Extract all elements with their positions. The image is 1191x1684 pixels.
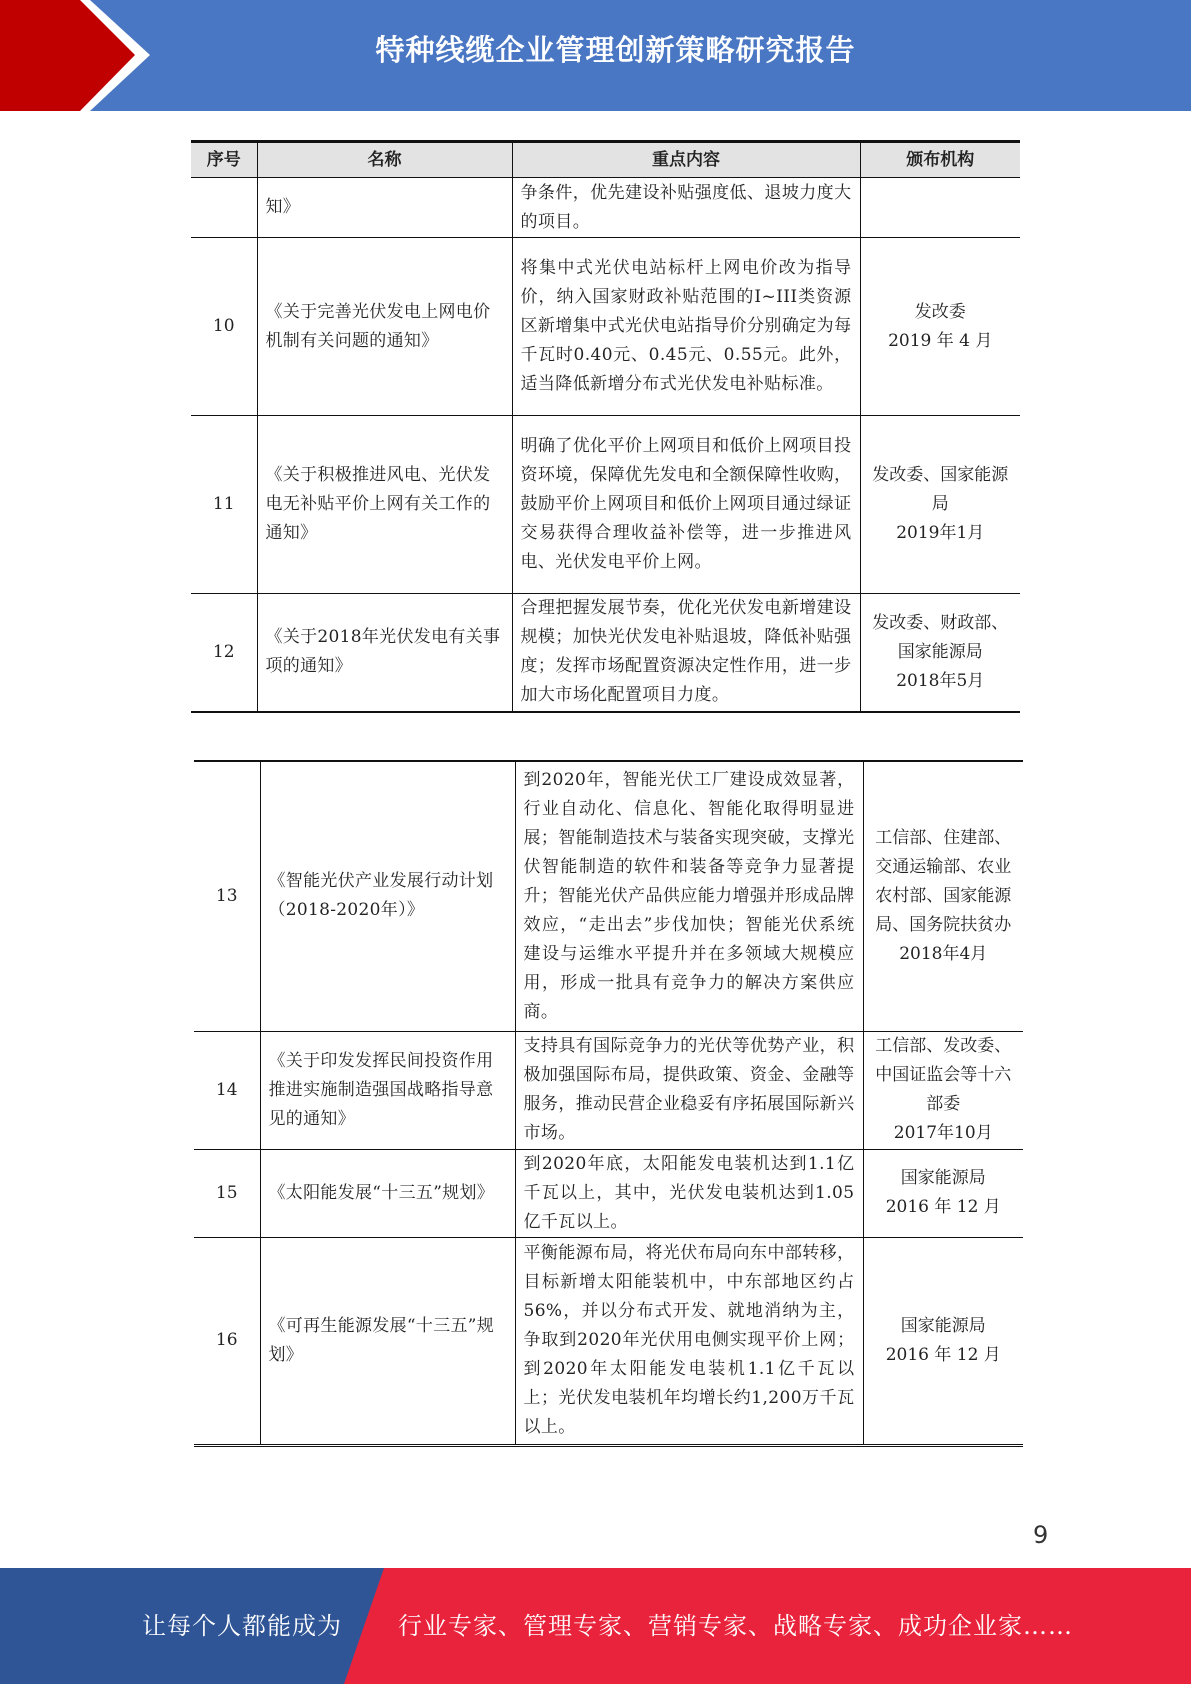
- row-number: 12: [191, 594, 257, 712]
- header-org: 颁布机构: [860, 142, 1020, 178]
- table-row: [191, 178, 1020, 238]
- page-footer: [0, 1568, 1191, 1684]
- issuing-organization: 国家能源局 2016 年 12 月: [863, 1149, 1023, 1237]
- issuing-organization: 工信部、住建部、交通运输部、农业农村部、国家能源局、国务院扶贫办 2018年4月: [863, 761, 1023, 1031]
- policy-name: 《关于印发发挥民间投资作用推进实施制造强国战略指导意见的通知》: [260, 1031, 515, 1149]
- policy-content: 到2020年，智能光伏工厂建设成效显著，行业自动化、信息化、智能化取得明显进展；智能制造技术与装备实现突破，支撑光伏智能制造的软件和装备等竞争力显著提升；智能光伏产品供应能力增强并形成品牌效应，“走出去”步伐加快；智能光伏系统建设与运维水平提升并在多领域大规模应用，形成一批具有竞争力的解决方案供应商。: [515, 761, 863, 1031]
- row-number: 10: [191, 238, 257, 416]
- policy-table-part-2: [194, 760, 1023, 1447]
- policy-name: 知》: [257, 178, 512, 238]
- table-row: [194, 1031, 1023, 1149]
- policy-content: 争条件，优先建设补贴强度低、退坡力度大的项目。: [512, 178, 860, 238]
- row-number: [191, 178, 257, 238]
- header-title: 特种线缆企业管理创新策略研究报告: [375, 33, 856, 67]
- table-row: [194, 761, 1023, 1031]
- table-header-row: [191, 142, 1020, 178]
- policy-content: 平衡能源布局，将光伏布局向东中部转移，目标新增太阳能装机中，中东部地区约占56%，并以分布式开发、就地消纳为主，争取到2020年光伏用电侧实现平价上网；到2020年太阳能发电装机1.1亿千瓦以上；光伏发电装机年均增长约1,200万千瓦以上。: [515, 1237, 863, 1445]
- table-row: [191, 238, 1020, 416]
- footer-slogan-right: 行业专家、管理专家、营销专家、战略专家、成功企业家……: [398, 1612, 1073, 1640]
- policy-content: 支持具有国际竞争力的光伏等优势产业，积极加强国际布局，提供政策、资金、金融等服务，推动民营企业稳妥有序拓展国际新兴市场。: [515, 1031, 863, 1149]
- table-row: [194, 1149, 1023, 1237]
- policy-content: 将集中式光伏电站标杆上网电价改为指导价，纳入国家财政补贴范围的I~III类资源区新增集中式光伏电站指导价分别确定为每千瓦时0.40元、0.45元、0.55元。此外，适当降低新增分布式光伏发电补贴标准。: [512, 238, 860, 416]
- policy-content: 明确了优化平价上网项目和低价上网项目投资环境，保障优先发电和全额保障性收购，鼓励平价上网项目和低价上网项目通过绿证交易获得合理收益补偿等，进一步推进风电、光伏发电平价上网。: [512, 416, 860, 594]
- page-number: 9: [1033, 1521, 1049, 1549]
- row-number: 16: [194, 1237, 260, 1445]
- policy-name: 《智能光伏产业发展行动计划（2018-2020年）》: [260, 761, 515, 1031]
- policy-table-part-1: [191, 140, 1020, 713]
- policy-name: 《关于完善光伏发电上网电价机制有关问题的通知》: [257, 238, 512, 416]
- row-number: 15: [194, 1149, 260, 1237]
- table-row: [194, 1237, 1023, 1445]
- table-row: [191, 416, 1020, 594]
- issuing-organization: 发改委、国家能源局 2019年1月: [860, 416, 1020, 594]
- header-content: 重点内容: [512, 142, 860, 178]
- issuing-organization: 国家能源局 2016 年 12 月: [863, 1237, 1023, 1445]
- footer-slogan-left: 让每个人都能成为: [142, 1612, 342, 1640]
- issuing-organization: [860, 178, 1020, 238]
- policy-name: 《太阳能发展“十三五”规划》: [260, 1149, 515, 1237]
- header-name: 名称: [257, 142, 512, 178]
- policy-content: 到2020年底，太阳能发电装机达到1.1亿千瓦以上，其中，光伏发电装机达到1.05亿千瓦以上。: [515, 1149, 863, 1237]
- issuing-organization: 工信部、发改委、中国证监会等十六部委 2017年10月: [863, 1031, 1023, 1149]
- row-number: 11: [191, 416, 257, 594]
- issuing-organization: 发改委、财政部、国家能源局 2018年5月: [860, 594, 1020, 712]
- row-number: 13: [194, 761, 260, 1031]
- policy-name: 《可再生能源发展“十三五”规划》: [260, 1237, 515, 1445]
- policy-name: 《关于2018年光伏发电有关事项的通知》: [257, 594, 512, 712]
- header-num: 序号: [191, 142, 257, 178]
- policy-name: 《关于积极推进风电、光伏发电无补贴平价上网有关工作的通知》: [257, 416, 512, 594]
- policy-content: 合理把握发展节奏，优化光伏发电新增建设规模；加快光伏发电补贴退坡，降低补贴强度；发挥市场配置资源决定性作用，进一步加大市场化配置项目力度。: [512, 594, 860, 712]
- table-row: [191, 594, 1020, 712]
- issuing-organization: 发改委 2019 年 4 月: [860, 238, 1020, 416]
- page-header: [0, 0, 1191, 111]
- row-number: 14: [194, 1031, 260, 1149]
